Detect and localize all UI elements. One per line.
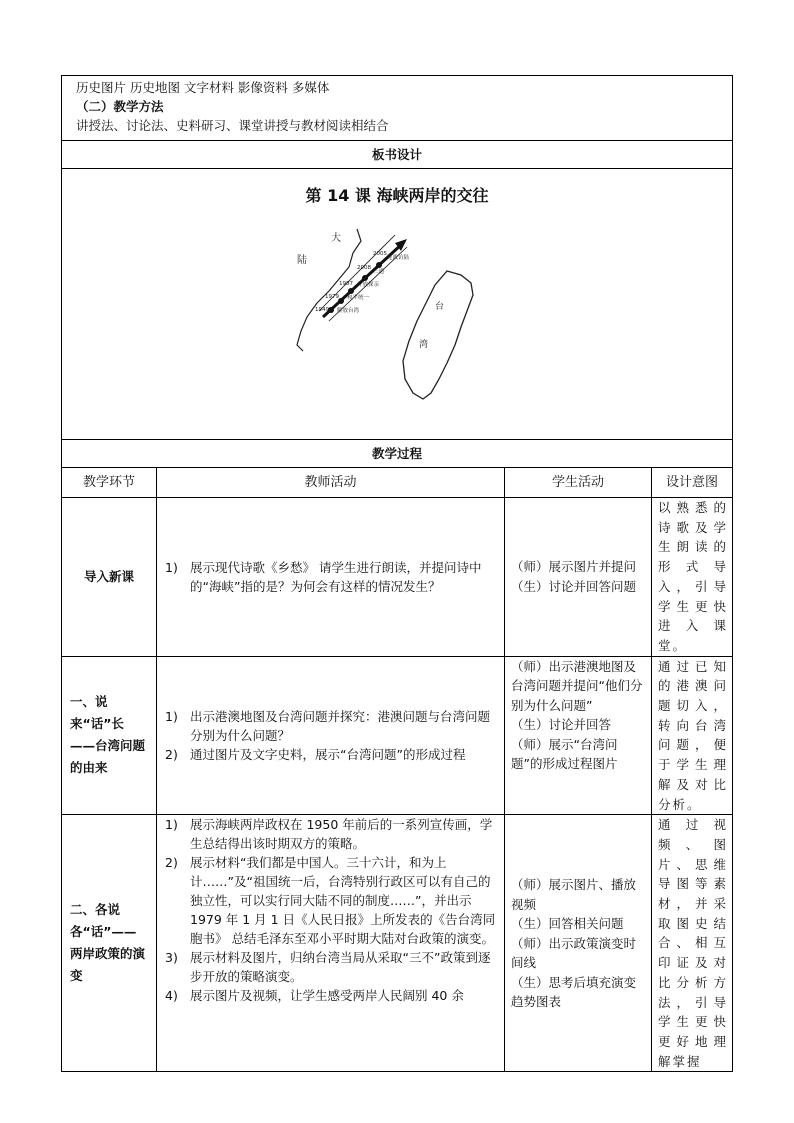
board-design-heading: 板书设计 [62,141,733,169]
design-intent-cell: 通过已知的港澳问题切入，转向台湾问题，便于学生理解及对比分析。 [652,656,733,815]
student-activity-line: （生）讨论并回答问题 [511,578,637,594]
board-design-area [62,169,733,440]
teacher-activity-cell [157,815,505,1072]
teacher-activity-item [157,707,498,745]
point-2008 [362,275,368,281]
item-number: 2) [165,746,178,762]
student-activity-cell [505,498,652,657]
event-1949: 解放台湾 [337,308,360,314]
student-activity-line: （生）讨论并回答 [511,717,612,733]
table-row [62,498,733,657]
event-1979: 和平统一 [347,295,370,301]
label-tai: 台 [435,302,445,312]
student-activity-line: （师）展示图片并提问 [511,559,637,575]
label-lu: 陆 [297,255,307,266]
teacher-activity-item [157,745,498,764]
item-text: 展示图片及视频，让学生感受两岸人民阔别 40 余 [190,988,464,1004]
teaching-method-text: 讲授法、讨论法、史料研习、课堂讲授与教材阅读相结合 [76,118,389,133]
item-text: 展示材料“我们都是中国人。三十六计，和为上计……”及“祖国统一后，台湾特别行政区可以有自己的独立性，可以实行同大陆不同的制度……”，并出示 1979 年 1 月 1 日《人民日报》上所发表的《告台湾同胞书》 总结毛泽东至邓小平时期大陆对台政策的演变。 [190,855,496,947]
teacher-activity-cell [157,498,505,657]
label-da: 大 [331,233,341,244]
item-number: 1) [165,817,178,833]
teacher-activity-item [157,853,498,948]
table-row [62,815,733,1072]
col-header-stage: 教学环节 [62,468,157,498]
student-activity-line: （师）展示“台湾问题”的形成过程图片 [511,736,618,772]
item-number: 2) [165,855,178,871]
stage-cell: 二、各说各“话”——两岸政策的演变 [62,815,157,1072]
student-activity-line: （生）思考后填充演变趋势图表 [511,974,637,1010]
student-activity-line: （生）回答相关问题 [511,916,624,932]
col-header-student: 学生活动 [505,468,652,498]
taiwan-strait-sketch-map [295,223,495,413]
student-activity-line: （师）出示港澳地图及台湾问题并提问“他们分别为什么问题” [511,658,643,713]
student-activity-line: （师）出示政策演变时间线 [511,935,637,971]
year-1949: 1949 [315,307,329,313]
teacher-activity-item [157,986,498,1005]
year-1979: 1979 [325,294,339,300]
item-text: 通过图片及文字史料，展示“台湾问题”的形成过程 [190,746,466,762]
item-text: 出示港澳地图及台湾问题并探究：港澳问题与台湾问题分别为什么问题？ [190,708,491,743]
item-number: 4) [165,988,178,1004]
column-header-row [62,468,733,498]
teacher-activity-cell [157,656,505,815]
teaching-resources-section [62,76,733,141]
label-wan: 湾 [419,340,429,350]
teaching-process-heading: 教学过程 [62,440,733,468]
item-text: 展示海峡两岸政权在 1950 年前后的一系列宣传画，学生总结得出该时期双方的策略。 [190,817,493,852]
teaching-method-heading: （二）教学方法 [76,99,164,114]
teaching-materials-text: 历史图片 历史地图 文字材料 影像资料 多媒体 [76,80,330,95]
item-number: 1) [165,559,178,575]
design-intent-cell: 以熟悉的诗歌及学生朗读的形式导入，引导学生更快进入课堂。 [652,498,733,657]
item-text: 展示材料及图片，归纳台湾当局从采取“三不”政策到逐步开放的策略演变。 [190,950,491,985]
year-1987: 1987 [339,281,353,287]
year-2008: 2008 [357,265,371,271]
teacher-activity-item [157,558,498,596]
teacher-activity-item [157,815,498,853]
item-text: 展示现代诗歌《乡愁》 请学生进行朗读，并提问诗中的“海峡”指的是？为何会有这样的情况发生？ [190,559,482,594]
lesson-plan-page [61,75,732,1072]
stage-cell: 一、说来“话”长——台湾问题的由来 [62,656,157,815]
col-header-intent: 设计意图 [652,468,733,498]
student-activity-cell [505,815,652,1072]
lesson-plan-table [61,75,733,1072]
event-2005: 连战访陆 [387,255,410,261]
point-1987 [348,288,354,294]
point-2005 [376,262,382,268]
col-header-teacher: 教师活动 [157,468,505,498]
event-1987: 开放探亲 [357,282,380,288]
stage-cell: 导入新课 [62,498,157,657]
table-row [62,656,733,815]
year-2005: 2005 [373,251,387,257]
student-activity-line: （师）展示图片、播放视频 [511,877,637,912]
student-activity-cell [505,656,652,815]
design-intent-cell: 通过视频、图片、思维导图等素材，并采取图史结合、相互印证及对比分析方法，引导学生更快更好地理解掌握 [652,815,733,1072]
teacher-activity-item [157,948,498,986]
lesson-title: 第 14 课 海峡两岸的交往 [305,186,489,205]
item-number: 3) [165,950,178,966]
event-2008: 三通 [373,269,385,275]
item-number: 1) [165,708,178,724]
